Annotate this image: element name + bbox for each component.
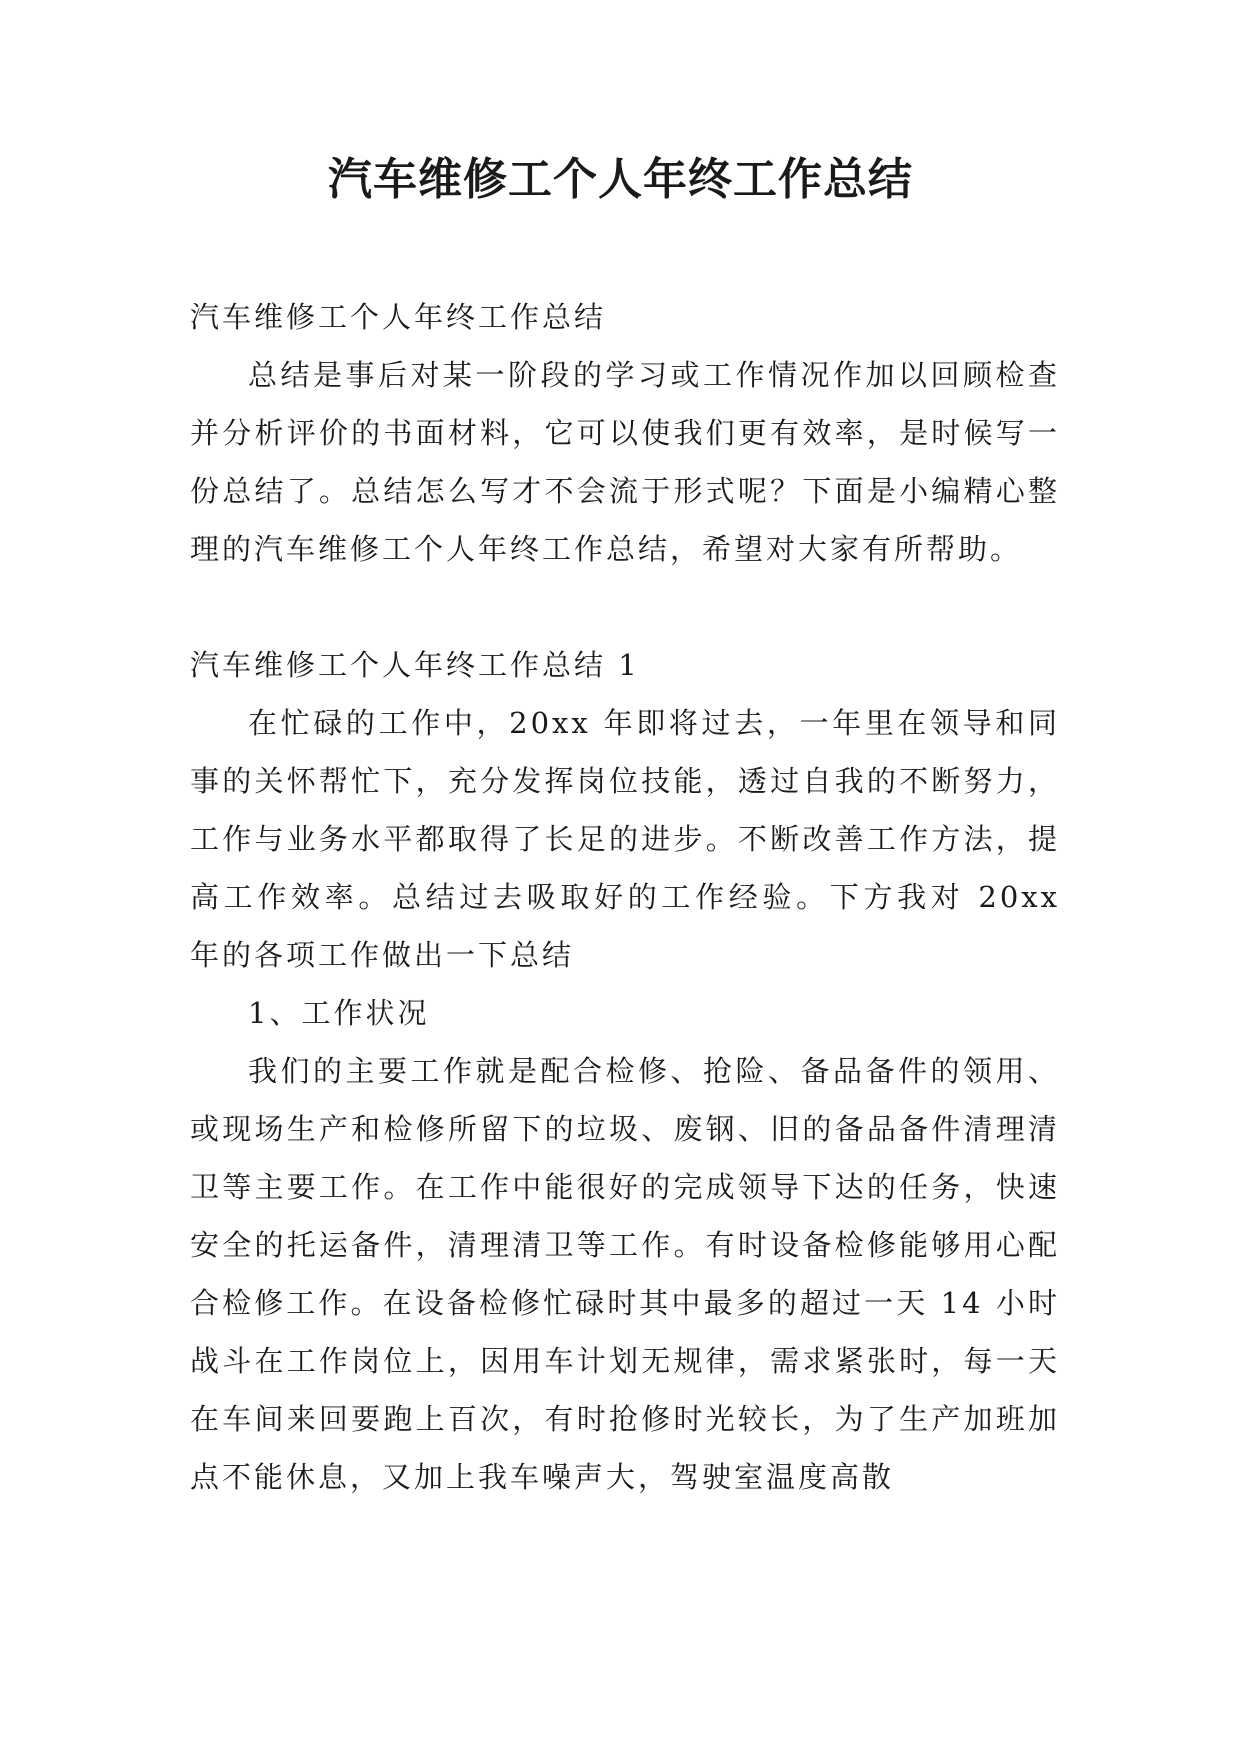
body-paragraph: 在忙碌的工作中，20xx 年即将过去，一年里在领导和同事的关怀帮忙下，充分发挥岗位技能，透过自我的不断努力，工作与业务水平都取得了长足的进步。不断改善工作方法，提高工作效率。总结过去吸取好的工作经验。下方我对 20xx 年的各项工作做出一下总结 xyxy=(190,706,1060,972)
section-heading-1: 汽车维修工个人年终工作总结 1 xyxy=(190,648,640,682)
subsection-heading: 1、工作状况 xyxy=(248,996,430,1030)
body-paragraph: 我们的主要工作就是配合检修、抢险、备品备件的领用、或现场生产和检修所留下的垃圾、废钢、旧的备品备件清理清卫等主要工作。在工作中能很好的完成领导下达的任务，快速安全的托运备件，清理清卫等工作。有时设备检修能够用心配合检修工作。在设备检修忙碌时其中最多的超过一天 14 小时战斗在工作岗位上，因用车计划无规律，需求紧张时，每一天在车间来回要跑上百次，有时抢修时光较长，为了生产加班加点不能休息，又加上我车噪声大，驾驶室温度高散 xyxy=(190,1054,1060,1494)
intro-paragraph: 总结是事后对某一阶段的学习或工作情况作加以回顾检查并分析评价的书面材料，它可以使我们更有效率，是时候写一份总结了。总结怎么写才不会流于形式呢？下面是小编精心整理的汽车维修工个人年终工作总结，希望对大家有所帮助。 xyxy=(190,358,1060,566)
document-title: 汽车维修工个人年终工作总结 xyxy=(328,154,913,205)
document-body xyxy=(190,288,1060,1506)
section-heading: 汽车维修工个人年终工作总结 xyxy=(190,300,607,334)
